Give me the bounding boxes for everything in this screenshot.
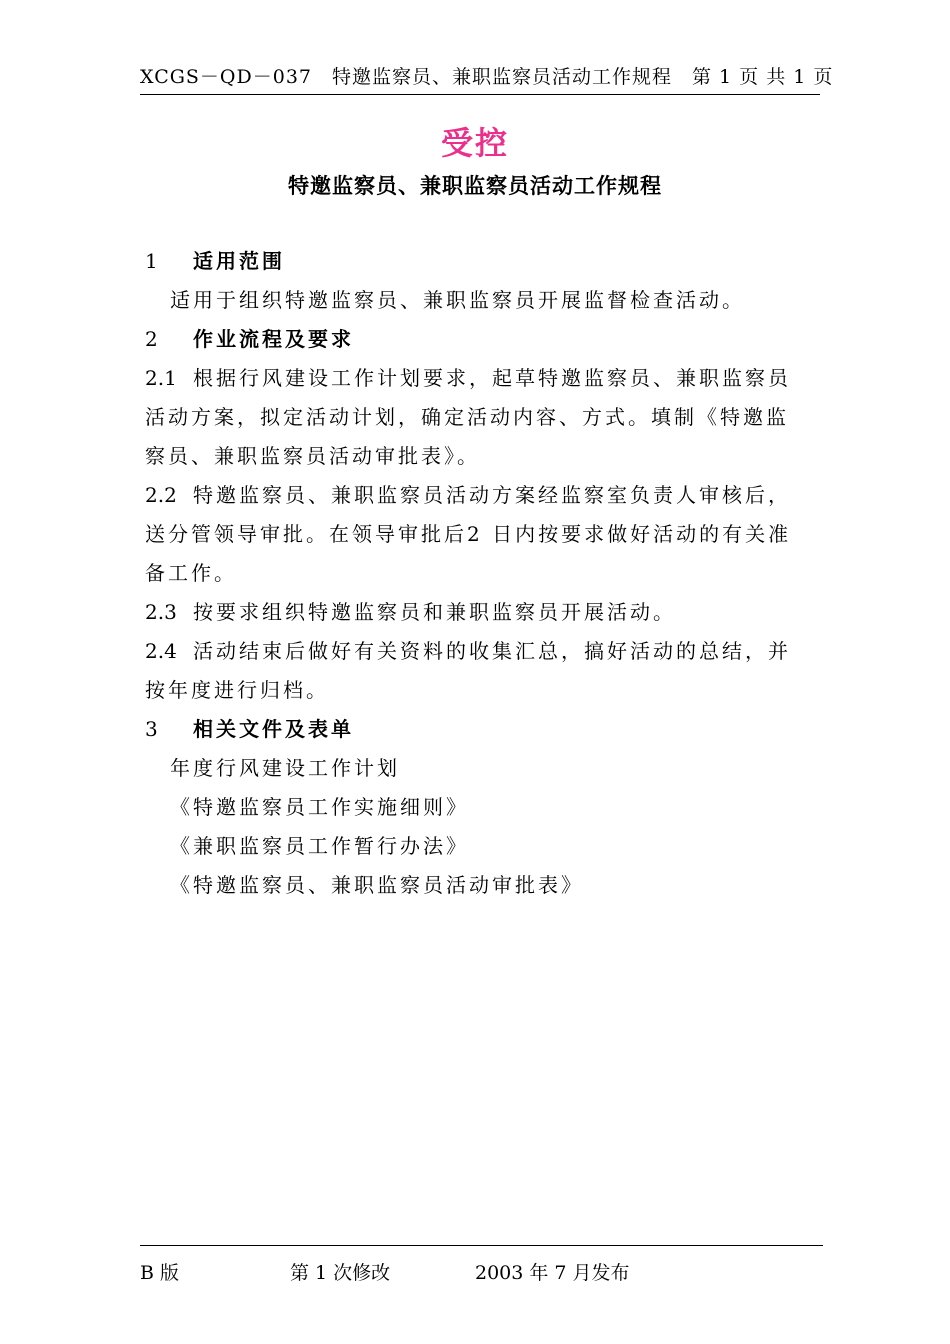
- clause-number: 2.2: [145, 483, 177, 507]
- section-heading-2: [145, 320, 815, 359]
- section-title: 作业流程及要求: [193, 327, 354, 351]
- clause-2-3-line-1: [145, 593, 815, 632]
- clause-2-1-line-1: [145, 359, 815, 398]
- clause-text: 特邀监察员、兼职监察员活动方案经监察室负责人审核后，: [193, 483, 791, 507]
- page-header: XCGS－QD－037 特邀监察员、兼职监察员活动工作规程 第 1 页 共 1 页: [140, 66, 834, 88]
- clause-2-4-line-1: [145, 632, 815, 671]
- related-document: 《特邀监察员工作实施细则》: [170, 795, 469, 819]
- section-number: 2: [145, 327, 158, 351]
- footer-divider: [140, 1245, 823, 1246]
- clause-2-1-line-3: 察员、兼职监察员活动审批表》。: [145, 444, 480, 468]
- clause-text: 按要求组织特邀监察员和兼职监察员开展活动。: [193, 600, 676, 624]
- clause-2-1-line-2: 活动方案，拟定活动计划，确定活动内容、方式。填制《特邀监: [145, 405, 789, 429]
- section-paragraph: 适用于组织特邀监察员、兼职监察员开展监督检查活动。: [170, 288, 745, 312]
- clause-2-2-line-2: 送分管领导审批。在领导审批后2 日内按要求做好活动的有关准: [145, 522, 792, 546]
- section-heading-1: [145, 242, 815, 281]
- section-title: 适用范围: [193, 249, 285, 273]
- section-number: 3: [145, 717, 158, 741]
- footer-revision: 第 1 次修改: [290, 1262, 391, 1284]
- section-title: 相关文件及表单: [193, 717, 354, 741]
- controlled-stamp: 受控: [440, 124, 509, 162]
- related-document: 《特邀监察员、兼职监察员活动审批表》: [170, 873, 584, 897]
- clause-number: 2.4: [145, 639, 177, 663]
- related-document: 年度行风建设工作计划: [170, 756, 400, 780]
- clause-number: 2.3: [145, 600, 177, 624]
- section-number: 1: [145, 249, 158, 273]
- clause-2-4-line-2: 按年度进行归档。: [145, 678, 329, 702]
- clause-2-2-line-3: 备工作。: [145, 561, 237, 585]
- footer-version: B 版: [140, 1262, 180, 1284]
- clause-number: 2.1: [145, 366, 177, 390]
- section-heading-3: [145, 710, 815, 749]
- clause-text: 根据行风建设工作计划要求，起草特邀监察员、兼职监察员: [193, 366, 791, 390]
- header-divider: [140, 94, 820, 95]
- document-title: 特邀监察员、兼职监察员活动工作规程: [288, 173, 662, 198]
- footer-release-date: 2003 年 7 月发布: [475, 1262, 630, 1284]
- clause-2-2-line-1: [145, 476, 815, 515]
- document-body: [145, 242, 815, 905]
- clause-text: 活动结束后做好有关资料的收集汇总，搞好活动的总结，并: [193, 639, 791, 663]
- related-document: 《兼职监察员工作暂行办法》: [170, 834, 469, 858]
